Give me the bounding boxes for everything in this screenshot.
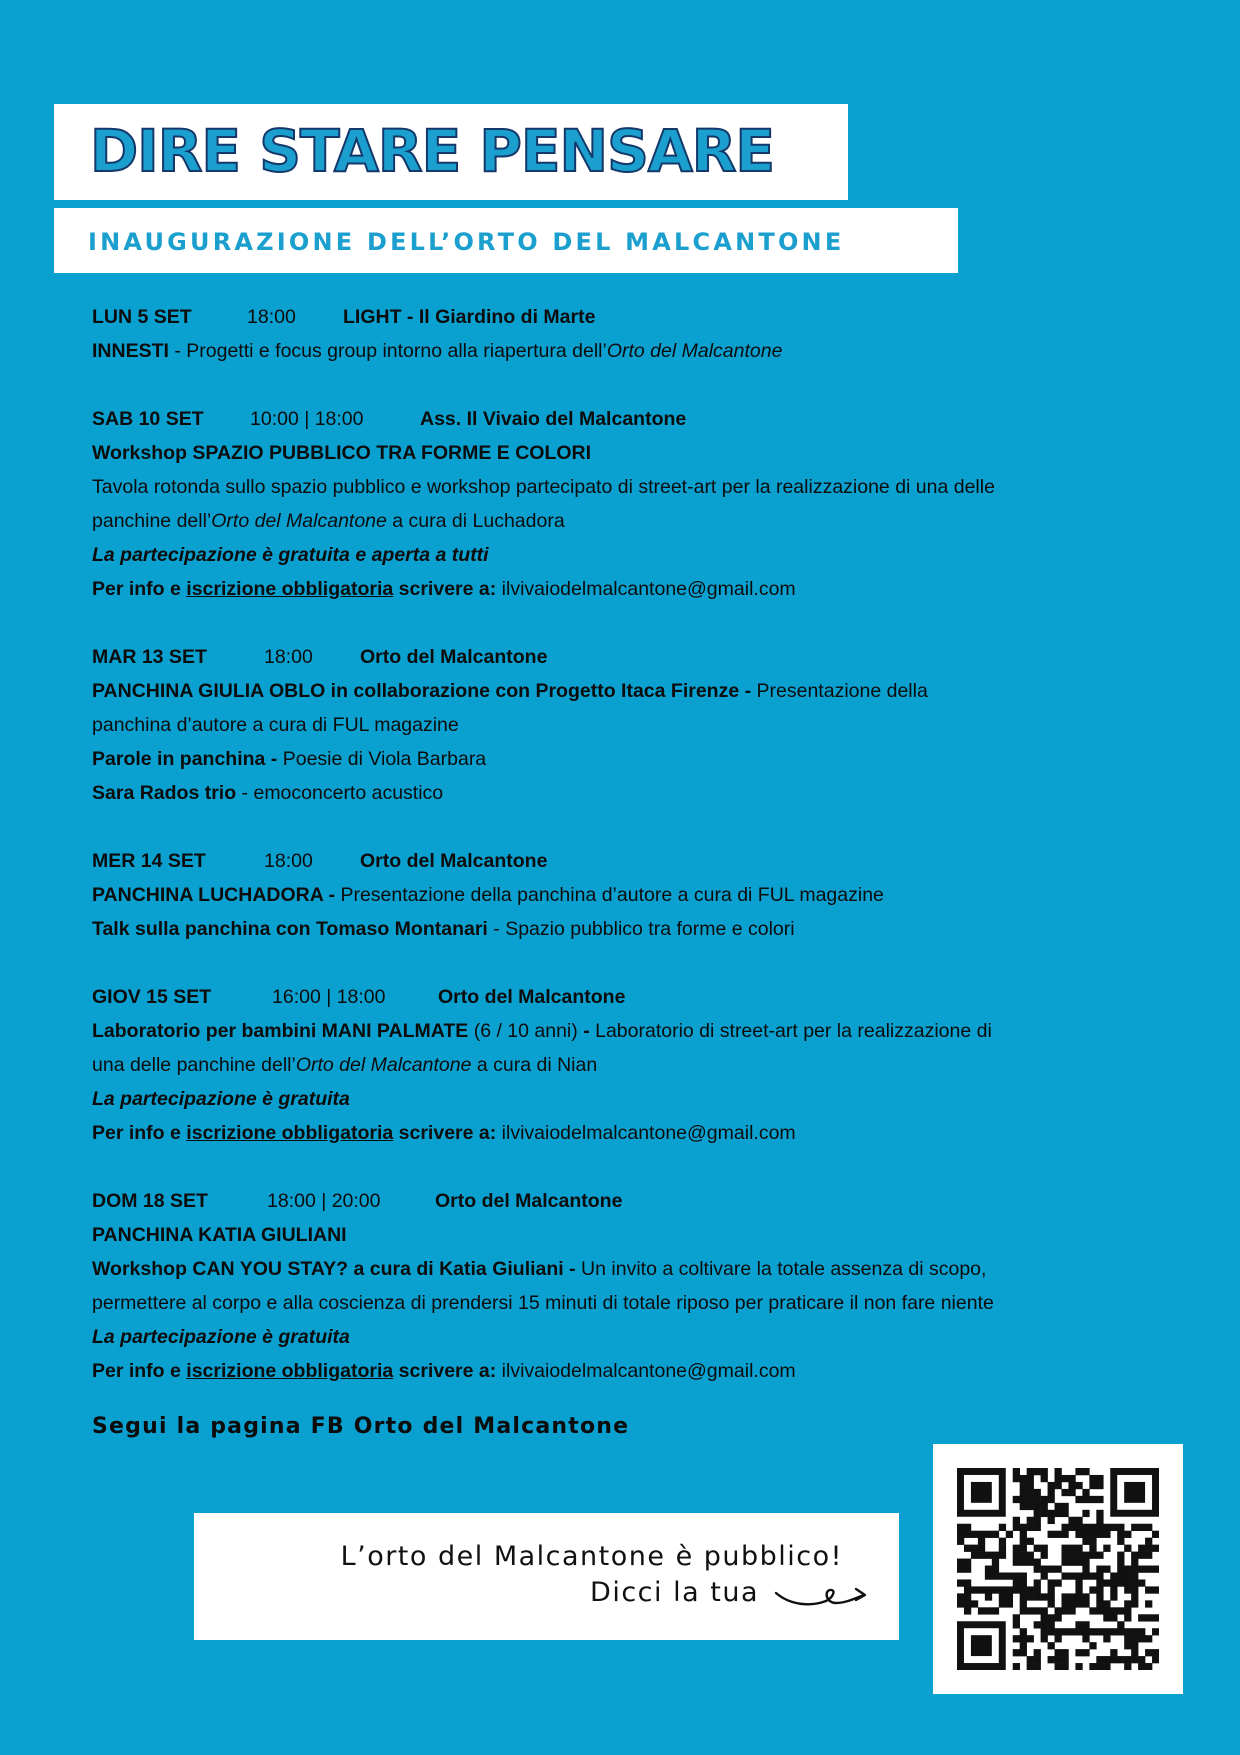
title-box	[54, 104, 848, 200]
event-time: 18:00	[264, 850, 313, 872]
event-line	[92, 572, 1172, 606]
event-time: 16:00 | 18:00	[272, 986, 386, 1008]
event-line	[92, 1286, 1172, 1320]
event-place: Orto del Malcantone	[360, 850, 548, 872]
event-line	[92, 334, 1172, 368]
event-text: - emoconcerto acustico	[236, 782, 444, 804]
event-line	[92, 1082, 1172, 1116]
event-text: iscrizione obbligatoria	[186, 578, 394, 600]
feedback-callout	[194, 1513, 899, 1640]
event-text: Un invito a coltivare la totale assenza di scopo,	[581, 1258, 987, 1280]
event-day: LUN 5 SET	[92, 306, 192, 328]
event-text: permettere al corpo e alla coscienza di prendersi 15 minuti di totale riposo per praticare il non fare niente	[92, 1292, 994, 1314]
event-header	[92, 402, 1172, 436]
event-text: Tavola rotonda sullo spazio pubblico e workshop partecipato di street-art per la realizzazione di una delle	[92, 476, 995, 498]
callout-line-2: Dicci la tua	[590, 1577, 759, 1608]
event-line	[92, 1218, 1172, 1252]
event-line	[92, 1048, 1172, 1082]
event-text: Laboratorio per bambini MANI PALMATE	[92, 1020, 469, 1042]
email-link[interactable]: ilvivaiodelmalcantone@gmail.com	[501, 1360, 796, 1382]
event-place: Orto del Malcantone	[438, 986, 626, 1008]
event-text: La partecipazione è gratuita	[92, 1326, 350, 1348]
event-text: -	[583, 1020, 596, 1042]
event-text: scrivere a:	[393, 1360, 502, 1382]
event-place: Orto del Malcantone	[360, 646, 548, 668]
event-text: Per info e	[92, 1360, 187, 1382]
event-header	[92, 980, 1172, 1014]
event-text: Workshop CAN YOU STAY? a cura di Katia Giuliani -	[92, 1258, 582, 1280]
event-text: - Progetti e focus group intorno alla riapertura dell’	[168, 340, 607, 362]
event-line	[92, 1354, 1172, 1388]
event-text: Per info e	[92, 578, 187, 600]
page-subtitle: INAUGURAZIONE DELL’ORTO DEL MALCANTONE	[88, 228, 845, 256]
event-time: 18:00	[264, 646, 313, 668]
event-line	[92, 776, 1172, 810]
event-text: Poesie di Viola Barbara	[282, 748, 487, 770]
event-header	[92, 1184, 1172, 1218]
qr-code-icon[interactable]	[957, 1468, 1159, 1670]
event-text: PANCHINA KATIA GIULIANI	[92, 1224, 347, 1246]
event-text: Parole in panchina -	[92, 748, 283, 770]
event-line	[92, 674, 1172, 708]
event-place: Ass. Il Vivaio del Malcantone	[420, 408, 687, 430]
event-block	[92, 1184, 1172, 1388]
event-day: MER 14 SET	[92, 850, 206, 872]
event-text: - Spazio pubblico tra forme e colori	[487, 918, 795, 940]
event-text: (6 / 10 anni)	[468, 1020, 584, 1042]
event-day: SAB 10 SET	[92, 408, 204, 430]
event-text: scrivere a:	[393, 1122, 502, 1144]
event-block	[92, 980, 1172, 1150]
event-line	[92, 1014, 1172, 1048]
event-line	[92, 470, 1172, 504]
event-text: panchina d’autore a cura di FUL magazine	[92, 714, 459, 736]
event-block	[92, 640, 1172, 810]
subtitle-box	[54, 208, 958, 273]
event-text: Laboratorio di street-art per la realizzazione di	[595, 1020, 992, 1042]
event-text: PANCHINA LUCHADORA -	[92, 884, 341, 906]
event-header	[92, 844, 1172, 878]
event-text: scrivere a:	[393, 578, 502, 600]
event-header	[92, 640, 1172, 674]
event-place: LIGHT - Il Giardino di Marte	[343, 306, 596, 328]
event-line	[92, 708, 1172, 742]
event-line	[92, 538, 1172, 572]
event-text: una delle panchine dell’	[92, 1054, 296, 1076]
event-day: MAR 13 SET	[92, 646, 207, 668]
event-text: Presentazione della panchina d’autore a cura di FUL magazine	[340, 884, 884, 906]
event-text: La partecipazione è gratuita	[92, 1088, 350, 1110]
event-header	[92, 300, 1172, 334]
event-text: Talk sulla panchina con Tomaso Montanari	[92, 918, 488, 940]
event-block	[92, 402, 1172, 606]
event-text: a cura di Nian	[471, 1054, 598, 1076]
event-text: Sara Rados trio	[92, 782, 237, 804]
event-line	[92, 436, 1172, 470]
event-text: Workshop SPAZIO PUBBLICO TRA FORME E COLORI	[92, 442, 592, 464]
email-link[interactable]: ilvivaiodelmalcantone@gmail.com	[501, 578, 796, 600]
event-time: 10:00 | 18:00	[250, 408, 364, 430]
event-time: 18:00	[247, 306, 296, 328]
event-text: Orto del Malcantone	[606, 340, 783, 362]
event-day: DOM 18 SET	[92, 1190, 208, 1212]
event-line	[92, 1116, 1172, 1150]
event-time: 18:00 | 20:00	[267, 1190, 381, 1212]
event-line	[92, 912, 1172, 946]
event-text: INNESTI	[92, 340, 169, 362]
event-text: PANCHINA GIULIA OBLO in collaborazione con Progetto Itaca Firenze -	[92, 680, 757, 702]
qr-code-box[interactable]	[933, 1444, 1183, 1694]
event-line	[92, 1320, 1172, 1354]
email-link[interactable]: ilvivaiodelmalcantone@gmail.com	[501, 1122, 796, 1144]
event-text: iscrizione obbligatoria	[186, 1360, 394, 1382]
event-line	[92, 878, 1172, 912]
event-text: Orto del Malcantone	[295, 1054, 472, 1076]
event-line	[92, 1252, 1172, 1286]
event-line	[92, 742, 1172, 776]
event-text: La partecipazione è gratuita e aperta a tutti	[92, 544, 489, 566]
event-text: Orto del Malcantone	[211, 510, 387, 532]
follow-facebook-text: Segui la pagina FB Orto del Malcantone	[92, 1414, 630, 1439]
event-text: Presentazione della	[756, 680, 928, 702]
callout-line-1: L’orto del Malcantone è pubblico!	[340, 1541, 843, 1572]
event-line	[92, 504, 1172, 538]
event-text: Per info e	[92, 1122, 187, 1144]
event-block	[92, 844, 1172, 946]
event-text: iscrizione obbligatoria	[186, 1122, 394, 1144]
hand-drawn-arrow-icon	[772, 1583, 872, 1613]
event-block	[92, 300, 1172, 368]
event-place: Orto del Malcantone	[435, 1190, 623, 1212]
event-day: GIOV 15 SET	[92, 986, 212, 1008]
event-text: a cura di Luchadora	[386, 510, 565, 532]
page-title: DIRE STARE PENSARE	[90, 117, 775, 185]
event-program	[92, 300, 1172, 1422]
event-text: panchine dell’	[92, 510, 212, 532]
